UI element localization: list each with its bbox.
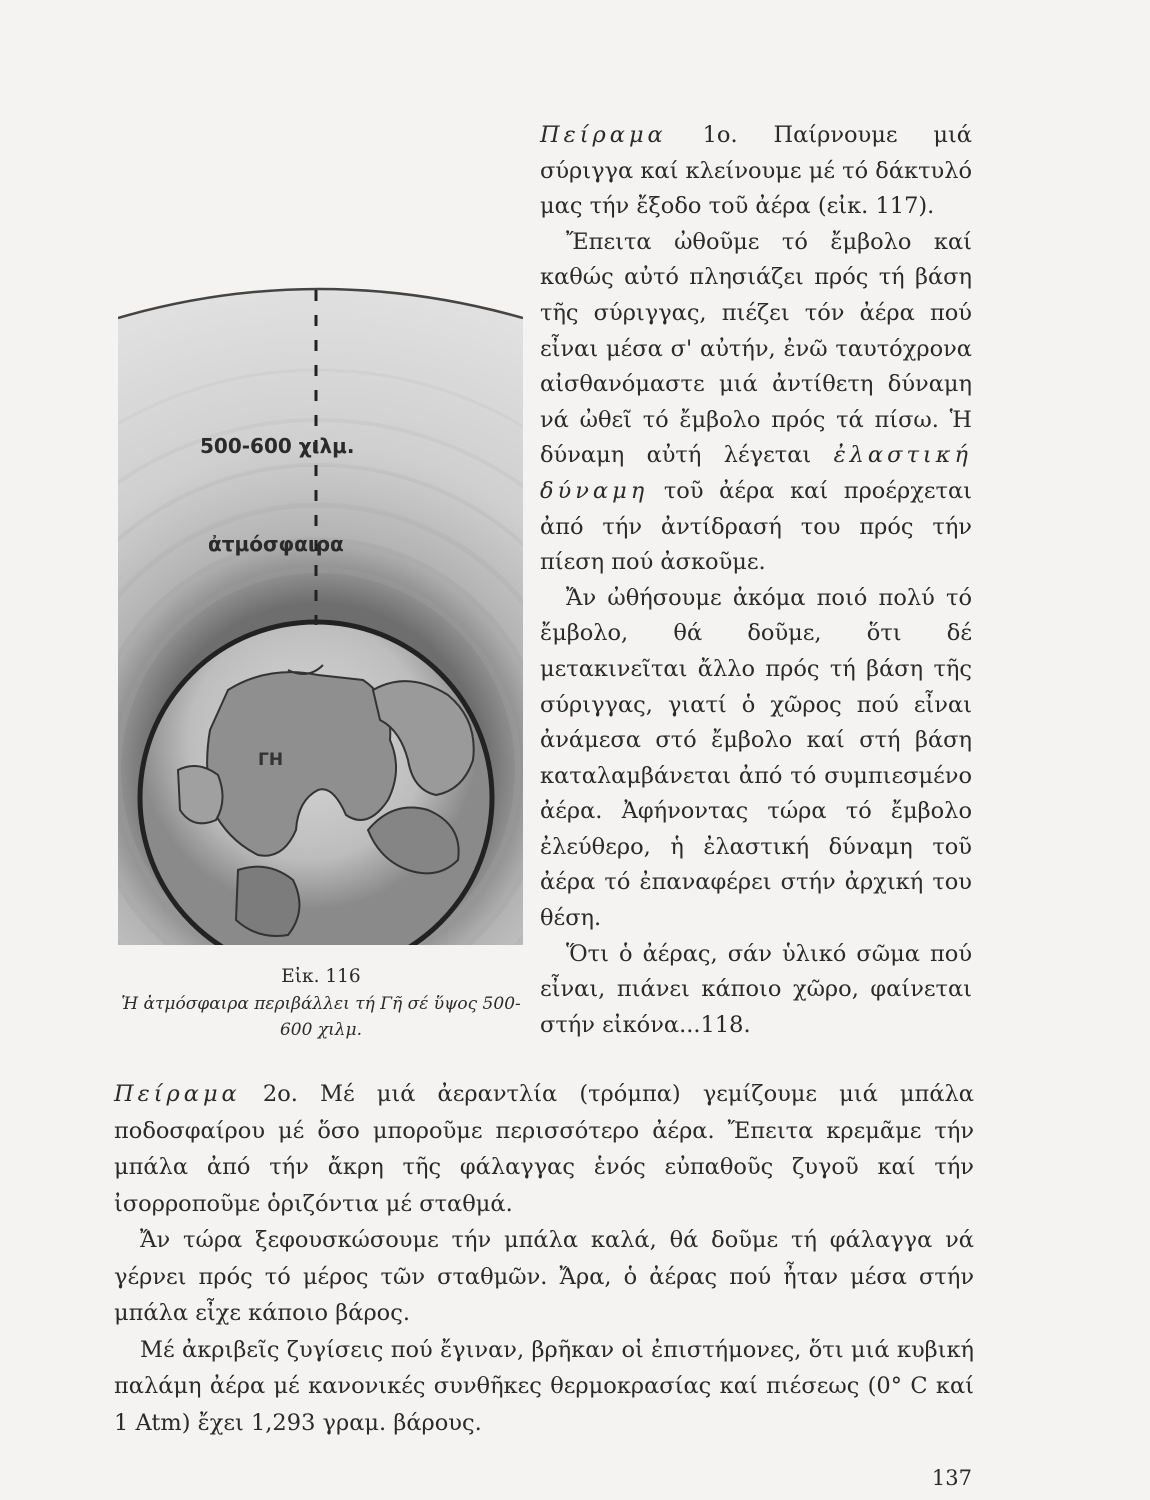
experiment-1-intro-text: 1ο. Παίρνουμε μιά σύριγγα καί κλείνουμε μέ τό δάκτυλό μας τήν ἔξοδο τοῦ ἀέρα (εἰκ. 117). [540,122,973,220]
paragraph-text: τοῦ ἀέρα καί προέρχεται ἀπό τήν ἀντίδρασή του πρός τήν πίεση πού ἀσκοῦμε. [540,477,972,576]
earth-label: ΓΗ [258,750,284,770]
experiment-1-paragraph-3: Ἄν ὠθήσουμε ἀκόμα ποιό πολύ τό ἔμβολο, θά δοῦμε, ὅτι δέ μετακινεῖται ἄλλο πρός τή βάση τῆς σύριγγας, γιατί ὁ χῶρος πού εἶναι ἀνάμεσα στό ἔμβολο καί στή βάση καταλαμβάνεται ἀπό τό συμπιεσμένο ἀέρα. Ἀφήνοντας τώρα τό ἔμβολο ἐλεύθερο, ἡ ἐλαστική δύναμη τοῦ ἀέρα τό ἐπαναφέρει στήν ἀρχική του θέση. [540,584,972,932]
experiment-2-paragraph-3: Μέ ἀκριβεῖς ζυγίσεις πού ἔγιναν, βρῆκαν οἱ ἐπιστήμονες, ὅτι μιά κυβική παλάμη ἀέρα μέ κανονικές συνθῆκες θερμοκρασίας καί πιέσεως (0° C καί 1 Atm) ἔχει 1,293 γραμ. βάρους. [114,1336,974,1436]
page-number: 137 [931,1466,972,1490]
experiment-2-label: Πείραμα [114,1081,241,1107]
paragraph-text: Ἔπειτα ὠθοῦμε τό ἔμβολο καί καθώς αὐτό πλησιάζει πρός τή βάση τῆς σύριγγας, πιέζει τόν ἀέρα πού εἶναι μέσα σ' αὐτήν, ἐνῶ ταυτόχρονα αἰσθανόμαστε μιά ἀντίθετη δύναμη νά ὠθεῖ τό ἔμβολο πρός τά πίσω. Ἡ δύναμη αὐτή λέγεται [540,228,972,469]
earth-globe [140,622,492,945]
experiment-2-intro [114,1076,974,1222]
caption-text: Ἡ ἀτμόσφαιρα περιβάλλει τή Γῆ σέ ὕψος 500-600 χιλμ. [121,994,521,1040]
caption-title: Εἰκ. 116 [281,966,361,987]
experiment-2-section [114,1076,974,1441]
experiment-1-paragraph-2 [540,225,972,581]
atmosphere-figure [118,270,523,945]
experiment-1-intro [540,118,972,225]
experiment-1-column [540,118,972,1043]
figure-caption [120,962,522,1043]
experiment-1-paragraph-4: Ὅτι ὁ ἀέρας, σάν ὑλικό σῶμα πού εἶναι, πιάνει κάποιο χῶρο, φαίνεται στήν εἰκόνα...118. [540,940,972,1038]
elastic-force-term: ἐλαστική δύναμη [540,442,972,504]
experiment-1-label: Πείραμα [540,122,667,148]
height-label: 500-600 χιλμ. [200,434,355,458]
experiment-2-intro-text: 2ο. Μέ μιά ἀεραντλία (τρόμπα) γεμίζουμε μιά μπάλα ποδοσφαίρου μέ ὅσο μποροῦμε περισσότερο ἀέρα. Ἔπειτα κρεμᾶμε τήν μπάλα ἀπό τήν ἄκρη τῆς φάλαγγας ἑνός εὐπαθοῦς ζυγοῦ καί τήν ἰσορροποῦμε ὁριζόντια μέ σταθμά. [114,1081,974,1217]
experiment-2-paragraph-2: Ἄν τώρα ξεφουσκώσουμε τήν μπάλα καλά, θά δοῦμε τή φάλαγγα νά γέρνει πρός τό μέρος τῶν σταθμῶν. Ἄρα, ὁ ἀέρας πού ἦταν μέσα στήν μπάλα εἶχε κάποιο βάρος. [114,1227,974,1326]
atmosphere-label: ἀτμόσφαιρα [208,532,344,556]
